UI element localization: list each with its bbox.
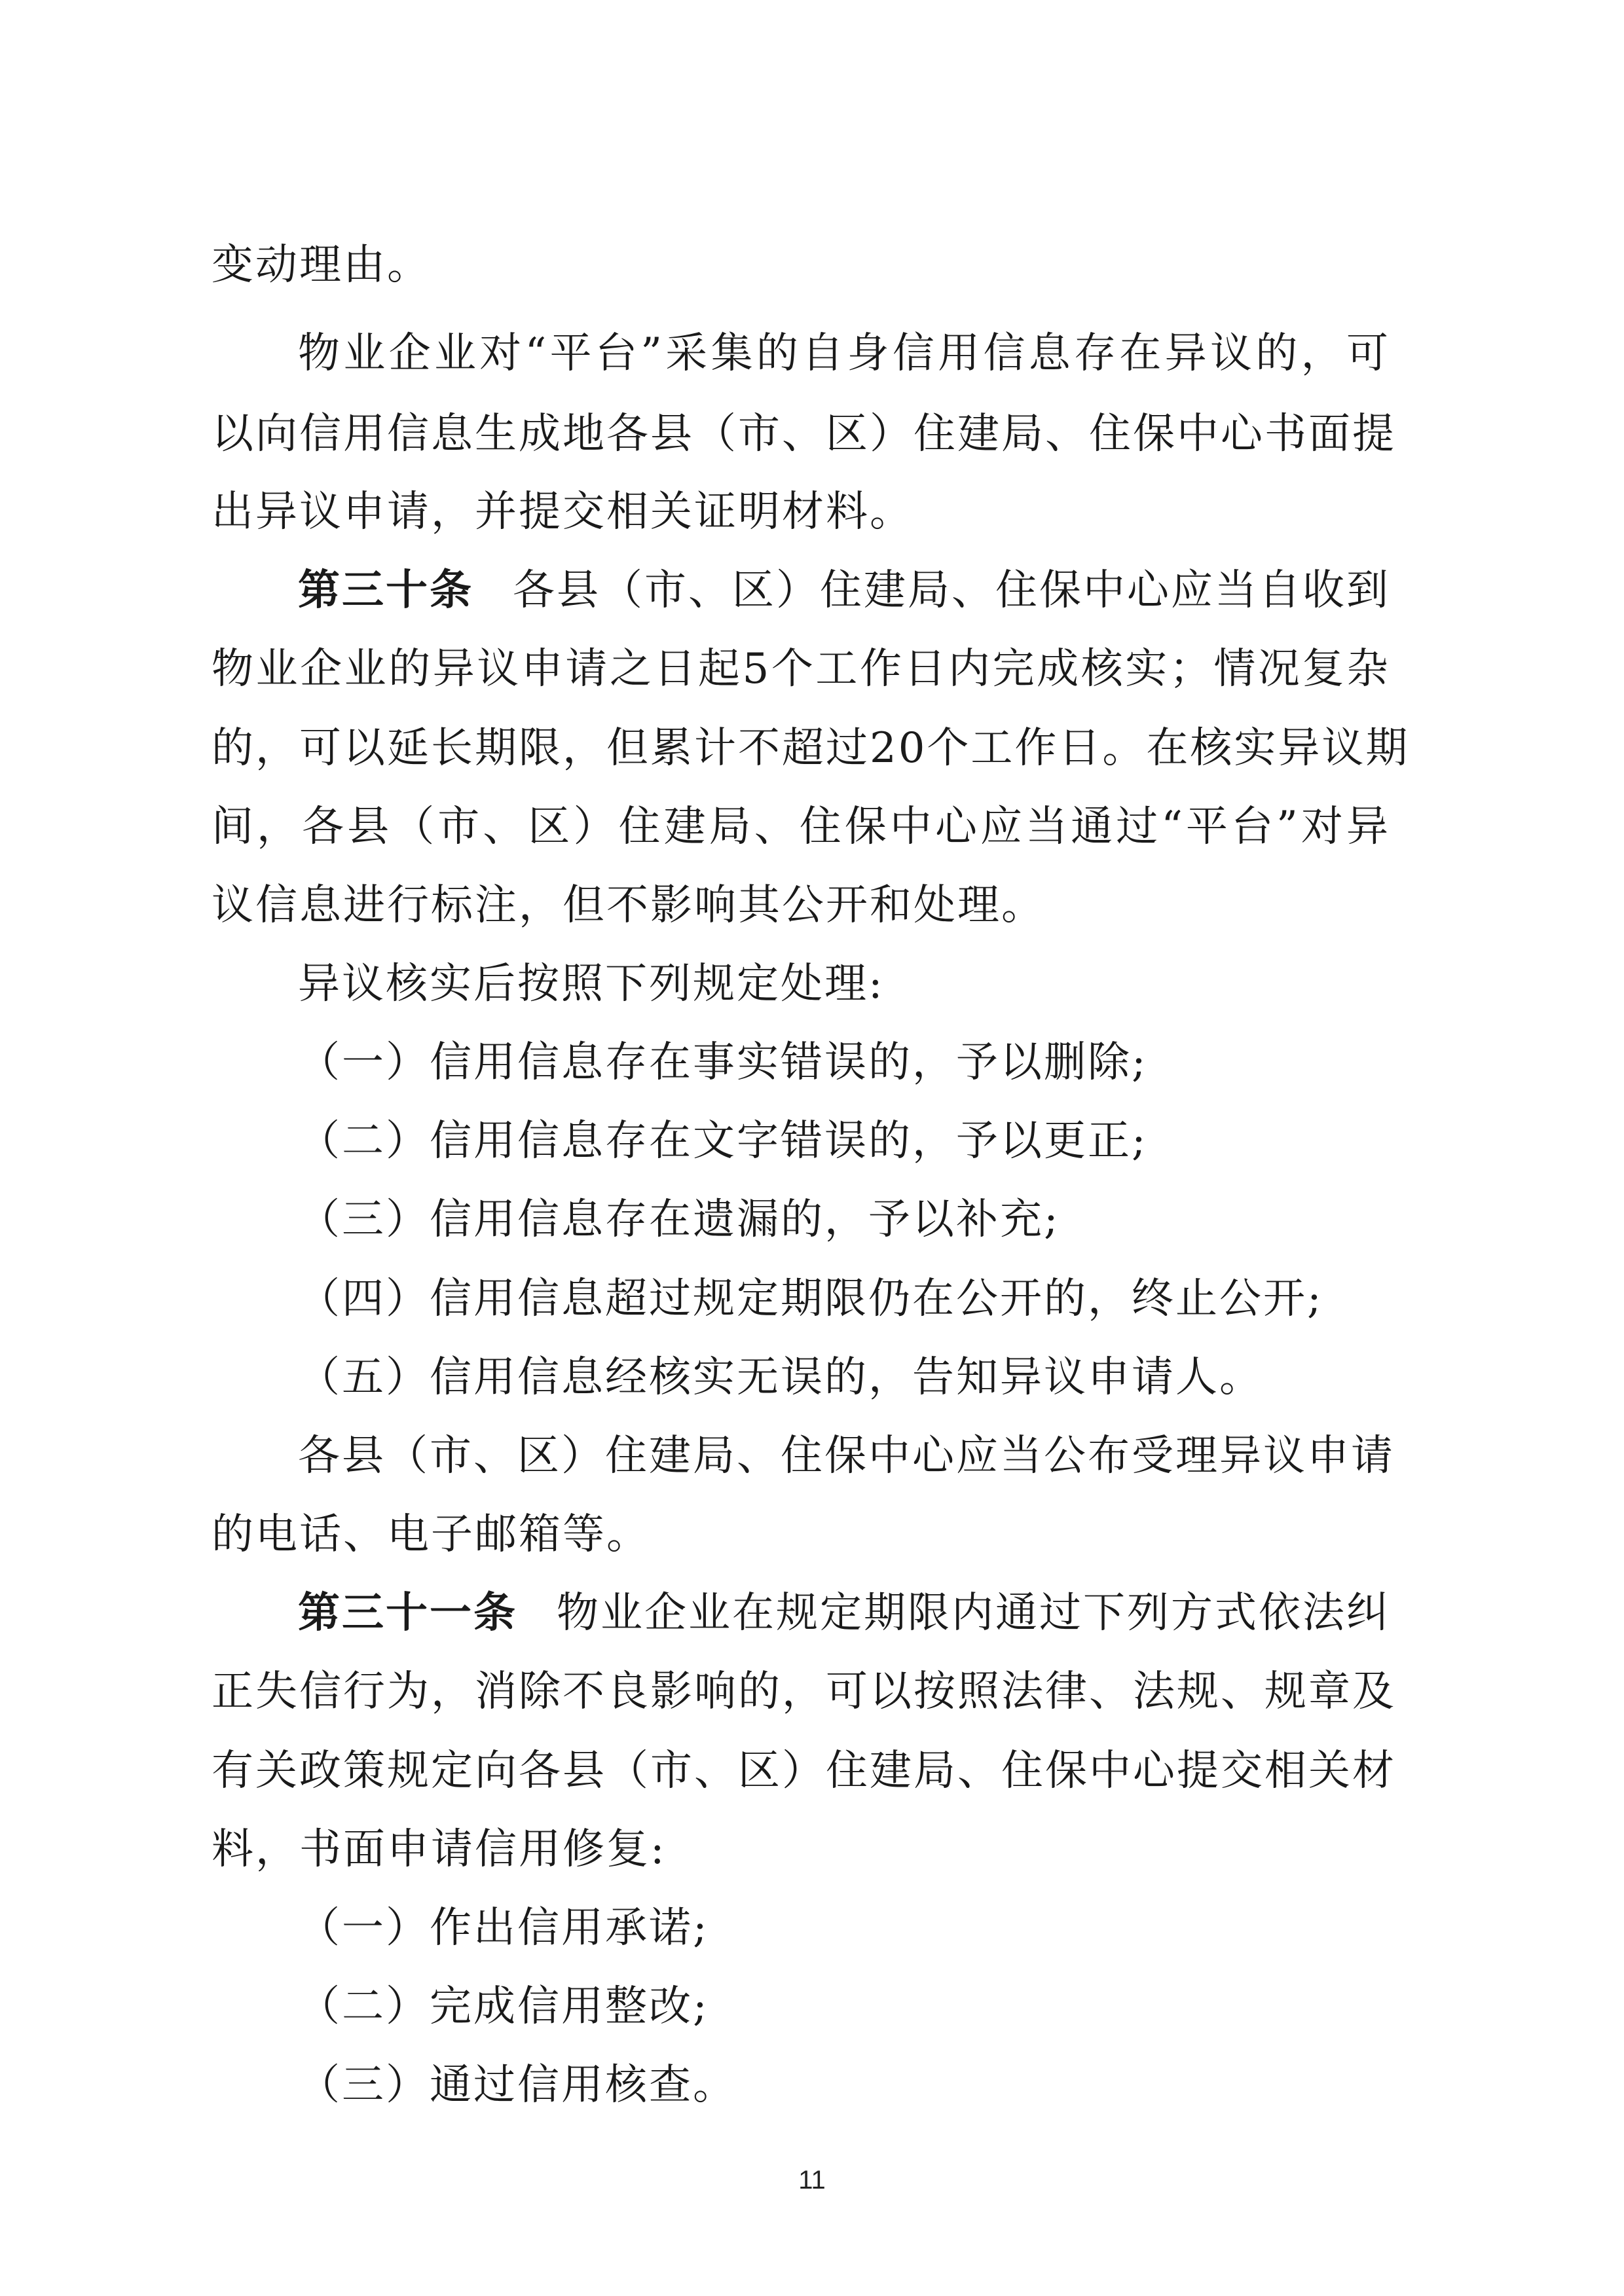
paragraph-line: 的，可以延长期限，但累计不超过20个工作日。在核实异议期 (212, 724, 1410, 773)
paragraph-line: 变动理由。 (212, 241, 431, 289)
article-30-title: 第三十条 (298, 566, 473, 615)
paragraph-line: 间，各县（市、区）住建局、住保中心应当通过“平台”对异 (212, 803, 1390, 851)
paragraph-line: 以向信用信息生成地各县（市、区）住建局、住保中心书面提 (212, 410, 1396, 458)
list-item: （三）通过信用核查。 (298, 2061, 737, 2109)
list-item: （三）信用信息存在遗漏的，予以补充; (298, 1195, 1060, 1244)
list-item: （四）信用信息超过规定期限仍在公开的，终止公开; (298, 1275, 1323, 1323)
page-number: 11 (798, 2166, 826, 2195)
paragraph-line: 的电话、电子邮箱等。 (212, 1510, 650, 1559)
paragraph-line: 各县（市、区）住建局、住保中心应当公布受理异议申请 (298, 1432, 1395, 1480)
paragraph-line: 异议核实后按照下列规定处理: (298, 960, 885, 1008)
list-item: （五）信用信息经核实无误的，告知异议申请人。 (298, 1353, 1263, 1402)
article-31-line (298, 1587, 1390, 1639)
article-31-text: 物业企业在规定期限内通过下列方式依法纠 (557, 1589, 1390, 1637)
paragraph-line: 议信息进行标注，但不影响其公开和处理。 (212, 881, 1045, 930)
paragraph-line: 物业企业对“平台”采集的自身信用信息存在异议的，可 (298, 329, 1390, 378)
list-item: （一）信用信息存在事实错误的，予以删除; (298, 1038, 1148, 1087)
list-item: （二）信用信息存在文字错误的，予以更正; (298, 1117, 1148, 1165)
paragraph-line: 有关政策规定向各县（市、区）住建局、住保中心提交相关材 (212, 1747, 1396, 1795)
article-31-title: 第三十一条 (298, 1588, 517, 1637)
paragraph-line: 物业企业的异议申请之日起5个工作日内完成核实；情况复杂 (212, 645, 1390, 693)
paragraph-line: 出异议申请，并提交相关证明材料。 (212, 488, 913, 536)
paragraph-line: 料，书面申请信用修复: (212, 1825, 667, 1874)
paragraph-line: 正失信行为，消除不良影响的，可以按照法律、法规、规章及 (212, 1667, 1396, 1716)
list-item: （二）完成信用整改; (298, 1982, 709, 2031)
article-30-text: 各县（市、区）住建局、住保中心应当自收到 (513, 566, 1390, 615)
article-30-line (298, 564, 1390, 617)
list-item: （一）作出信用承诺; (298, 1904, 709, 1952)
